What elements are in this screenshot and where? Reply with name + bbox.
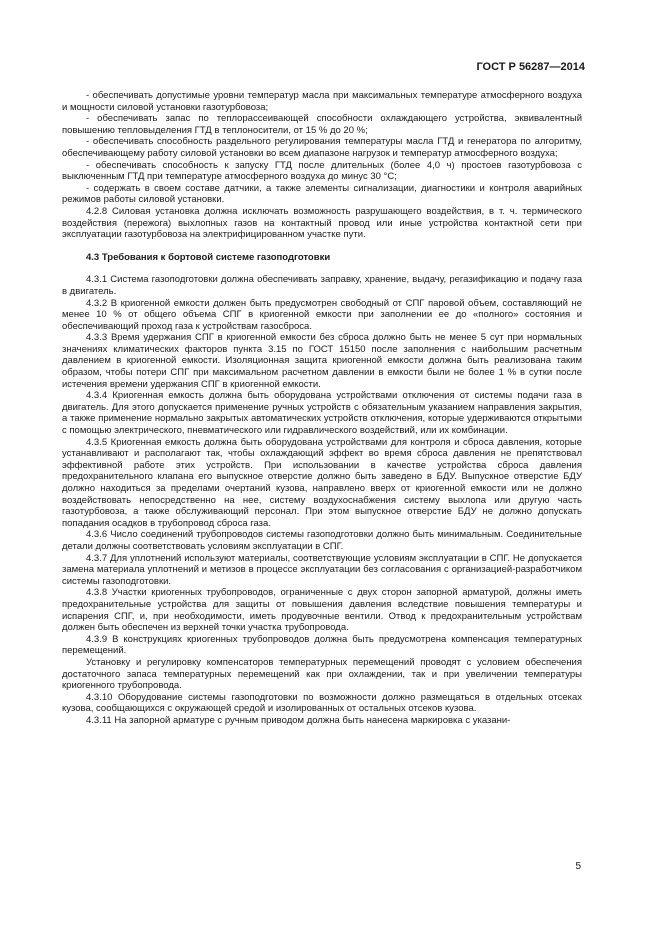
paragraph-4-2-8: 4.2.8 Силовая установка должна исключать возможность разрушающего воздействия, в т. ч. термического воздействия (пережога) выхлопных газов на контактный провод или иные устройства контактной сети при эксплуатации газотурбовоза на электрифицированном участке пути. [62, 205, 582, 241]
paragraph: 4.3.10 Оборудование системы газоподготовки по возможности должно размещаться в отдельных отсеках кузова, сообщающихся с окружающей средой и изолированных от остальных отсеков кузова. [62, 691, 582, 715]
list-item: - обеспечивать запас по теплорассеивающей способности охлаждающего устройства, эквивалентный повышению тепловыделения ГТД в теплоносители, от 15 % до 20 %; [62, 113, 582, 136]
paragraph: 4.3.11 На запорной арматуре с ручным приводом должна быть нанесена маркировка с указани- [86, 714, 511, 726]
section-heading: 4.3 Требования к бортовой системе газоподготовки [86, 251, 331, 263]
paragraph: 4.3.9 В конструкциях криогенных трубопроводов должна быть предусмотрена компенсация температурных перемещений. [62, 633, 582, 657]
page-number: 5 [575, 861, 581, 872]
paragraph: 4.3.6 Число соединений трубопроводов системы газоподготовки должно быть минимальным. Соединительные детали должны соответствовать условиям эксплуатации в СПГ. [62, 529, 582, 552]
document-header: ГОСТ Р 56287—2014 [476, 61, 585, 73]
paragraph: 4.3.8 Участки криогенных трубопроводов, ограниченные с двух сторон запорной арматурой, должны иметь предохранительные устройства для защиты от повышения давления вследствие повышения температуры и испарения СПГ, и, при необходимости, иметь продувочные вентили. Отвод к предохранительным устройствам должен быть обеспечен из верхней точки участка трубопровода. [62, 587, 582, 634]
paragraph: Установку и регулировку компенсаторов температурных перемещений проводят с условием обеспечения достаточного запаса температурных перемещений как при охлаждении, так и при увеличении температуры криогенного трубопровода. [62, 656, 582, 692]
paragraph: 4.3.2 В криогенной емкости должен быть предусмотрен свободный от СПГ паровой объем, составляющий не менее 10 % от общего объема СПГ в криогенной емкости при заполнении ее до «полного» состояния и обеспечивающий проход газа к устройствам газосброса. [62, 297, 582, 332]
paragraph: 4.3.5 Криогенная емкость должна быть оборудована устройствами для контроля и сброса давления, которые устанавливают и располагают так, чтобы охлаждающий эффект во время сброса давления не препятствовал эффективной работе этих устройств. При использовании в качестве устройства сброса давления предохранительного клапана его выпускное отверстие должно быть заведено в БДУ. Выпускное отверстие БДУ должно находиться за пределами очертаний кузова, направлено вверх от криогенной емкости или не должно воздействовать непосредственно на нее, систему воздухоснабжения систему выхлопа или другую часть газотурбовоза, а также обслуживающий персонал. При этом выпускное отверстие БДУ не должно допускать попадания осадков в трубопровод сброса газа. [62, 436, 582, 529]
page-content [62, 90, 582, 726]
list-item: - обеспечивать способность к запуску ГТД после длительных (более 4,0 ч) простоев газотурбовоза с выключенным ГТД при температуре атмосферного воздуха до минус 30 °С; [62, 159, 582, 183]
paragraph: 4.3.3 Время удержания СПГ в криогенной емкости без сброса должно быть не менее 5 сут при нормальных значениях климатических факторов пункта 3.15 по ГОСТ 15150 после заполнения с наибольшим расчетным давлением в криогенной емкости. Изоляционная защита криогенной емкости должна быть реализована таким образом, чтобы потери СПГ при максимальном расчетном давлении в емкости были не более 1 % в сутки после истечения времени удержания СПГ в криогенной емкости. [62, 332, 582, 390]
paragraph: 4.3.1 Система газоподготовки должна обеспечивать заправку, хранение, выдачу, регазификацию и подачу газа в двигатель. [62, 274, 582, 297]
list-item: - обеспечивать допустимые уровни температур масла при максимальных температуре атмосферного воздуха и мощности силовой установки газотурбовоза; [62, 90, 582, 113]
paragraph: 4.3.4 Криогенная емкость должна быть оборудована устройствами отключения от системы подачи газа в двигатель. Для этого допускается применение ручных устройств с обязательным указанием направления закрытия, а также применение нормально закрытых автоматических устройств отключения, которые удерживаются открытыми с помощью электрического, пневматического или гидравлического воздействий, или их комбинации. [62, 390, 582, 437]
paragraph: 4.3.7 Для уплотнений используют материалы, соответствующие условиям эксплуатации в СПГ. Не допускается замена материала уплотнений и метизов в процессе эксплуатации без согласования с организацией-разработчиком системы газоподготовки. [62, 552, 582, 587]
list-item: - содержать в своем составе датчики, а также элементы сигнализации, диагностики и контроля аварийных режимов работы силовой установки. [62, 182, 582, 206]
list-item: - обеспечивать способность раздельного регулирования температуры масла ГТД и генератора по алгоритму, обеспечивающему работу силовой установки во всем диапазоне нагрузок и температур атмосферного воздуха; [62, 136, 582, 159]
